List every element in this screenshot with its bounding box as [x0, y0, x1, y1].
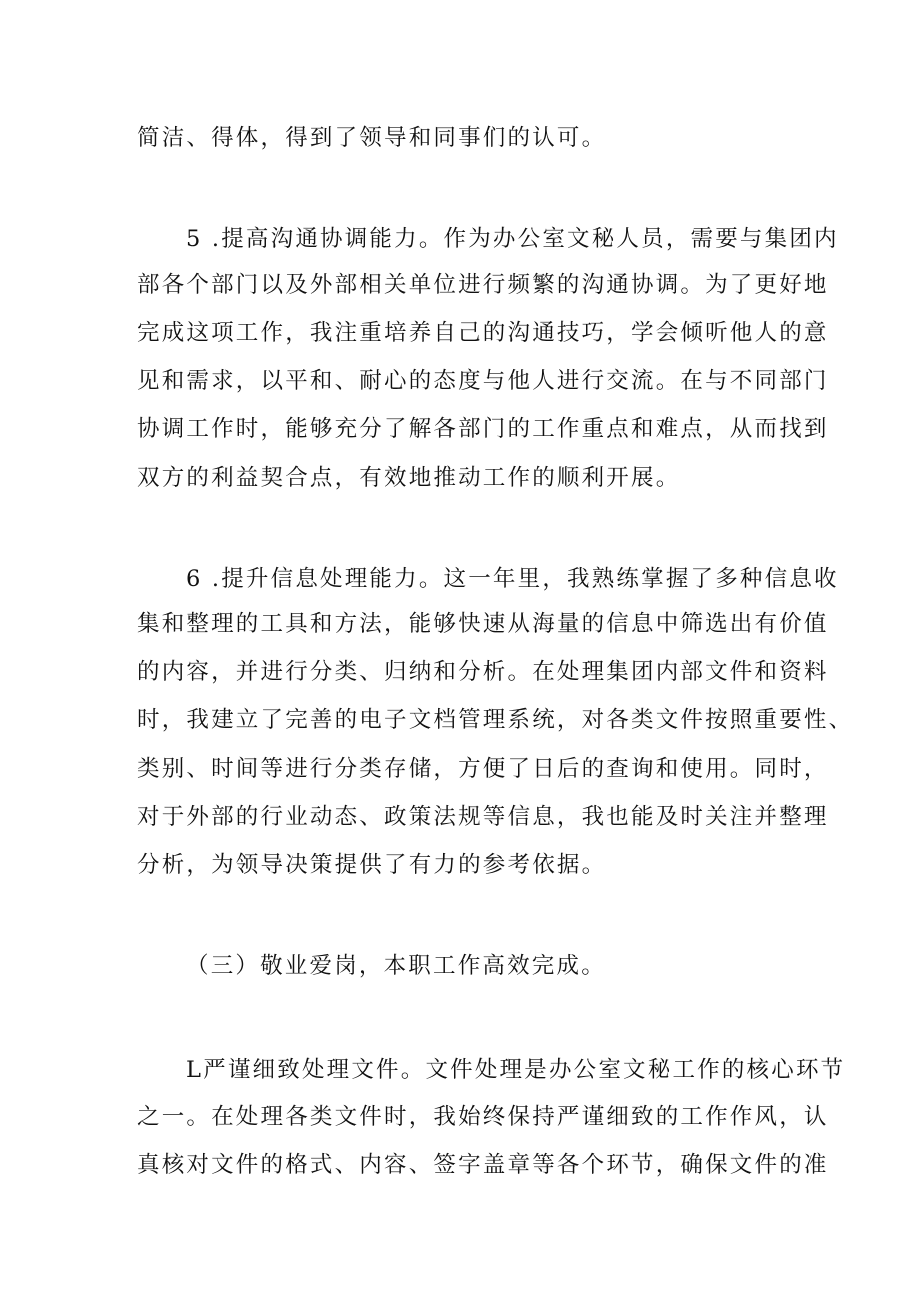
- section-heading: （三）敬业爱岗，本职工作高效完成。: [186, 953, 606, 979]
- paragraph-first-line: 5 .提高沟通协调能力。作为办公室文秘人员，需要与集团内: [186, 226, 839, 252]
- text-line: 类别、时间等进行分类存储，方便了日后的查询和使用。同时，: [137, 756, 829, 782]
- text-line: 分析，为领导决策提供了有力的参考依据。: [137, 852, 607, 878]
- text-line: 对于外部的行业动态、政策法规等信息，我也能及时关注并整理: [137, 804, 829, 830]
- paragraph-first-line: 6 .提升信息处理能力。这一年里，我熟练掌握了多种信息收: [186, 566, 839, 592]
- text-line: 的内容，并进行分类、归纳和分析。在处理集团内部文件和资料: [137, 659, 829, 685]
- text-line: 真核对文件的格式、内容、签字盖章等各个环节，确保文件的准: [137, 1152, 829, 1178]
- text-line: 见和需求，以平和、耐心的态度与他人进行交流。在与不同部门: [137, 368, 829, 394]
- text-line: 协调工作时，能够充分了解各部门的工作重点和难点，从而找到: [137, 416, 829, 442]
- text-line: 集和整理的工具和方法，能够快速从海量的信息中筛选出有价值: [137, 611, 829, 637]
- text-line: 双方的利益契合点，有效地推动工作的顺利开展。: [137, 465, 681, 491]
- paragraph-first-line: L严谨细致处理文件。文件处理是办公室文秘工作的核心环节: [186, 1057, 846, 1083]
- text-line: 部各个部门以及外部相关单位进行频繁的沟通协调。为了更好地: [137, 272, 829, 298]
- text-line: 完成这项工作，我注重培养自己的沟通技巧，学会倾听他人的意: [137, 320, 829, 346]
- text-line: 简洁、得体，得到了领导和同事们的认可。: [137, 125, 607, 151]
- text-line: 时，我建立了完善的电子文档管理系统，对各类文件按照重要性、: [137, 707, 854, 733]
- text-line: 之一。在处理各类文件时，我始终保持严谨细致的工作作风，认: [137, 1104, 829, 1130]
